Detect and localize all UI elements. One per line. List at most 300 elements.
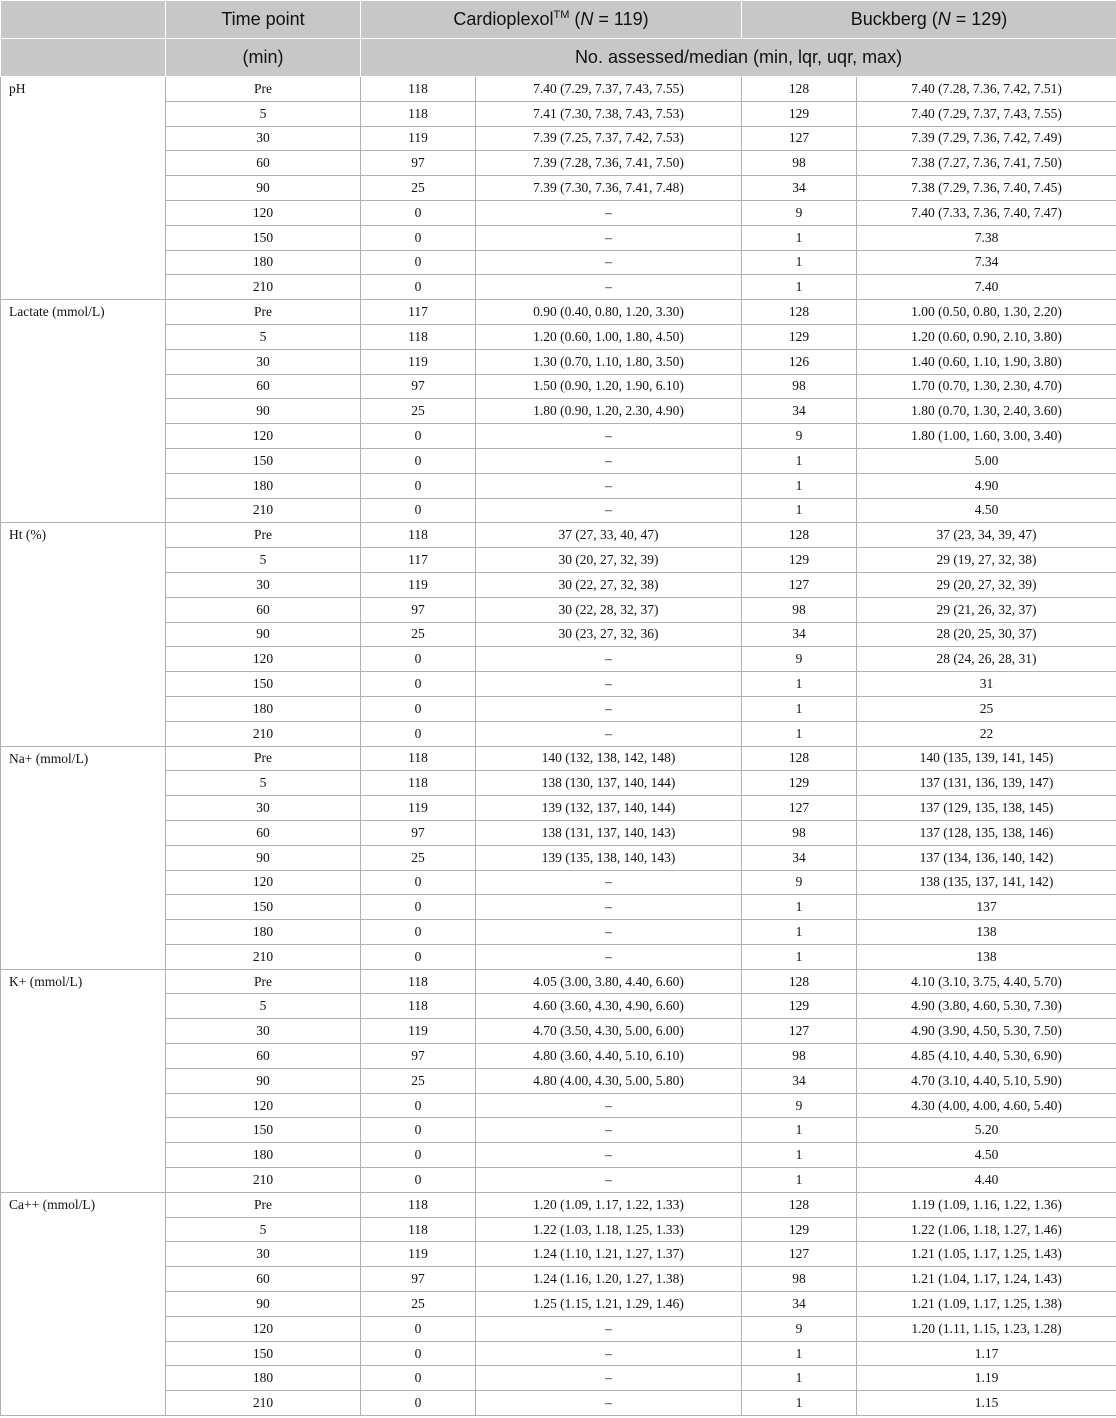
header-buckberg xyxy=(742,1,1116,39)
cardioplexol-count-cell: 117 xyxy=(361,300,476,325)
cardioplexol-median-cell: 1.20 (1.09, 1.17, 1.22, 1.33) xyxy=(476,1192,742,1217)
table-header xyxy=(1,1,1116,77)
cardioplexol-median-cell: – xyxy=(476,1391,742,1416)
cardioplexol-count-cell: 97 xyxy=(361,597,476,622)
buckberg-median-cell: 5.00 xyxy=(857,448,1116,473)
buckberg-median-cell: 138 (135, 137, 141, 142) xyxy=(857,870,1116,895)
time-point-cell: 30 xyxy=(166,349,361,374)
cardioplexol-count-cell: 119 xyxy=(361,1019,476,1044)
buckberg-median-cell: 1.20 (1.11, 1.15, 1.23, 1.28) xyxy=(857,1316,1116,1341)
time-point-cell: 210 xyxy=(166,721,361,746)
table-row xyxy=(1,1068,1116,1093)
cardioplexol-median-cell: – xyxy=(476,696,742,721)
buckberg-median-cell: 22 xyxy=(857,721,1116,746)
cardioplexol-count-cell: 118 xyxy=(361,771,476,796)
cardioplexol-median-cell: – xyxy=(476,920,742,945)
buckberg-median-cell: 4.10 (3.10, 3.75, 4.40, 5.70) xyxy=(857,969,1116,994)
time-point-cell: 150 xyxy=(166,895,361,920)
cardioplexol-n: (N = 119) xyxy=(574,9,649,29)
cardioplexol-count-cell: 119 xyxy=(361,349,476,374)
time-point-cell: 90 xyxy=(166,1292,361,1317)
cardioplexol-median-cell: 4.60 (3.60, 4.30, 4.90, 6.60) xyxy=(476,994,742,1019)
table-row xyxy=(1,1341,1116,1366)
time-point-cell: 60 xyxy=(166,597,361,622)
table-row xyxy=(1,473,1116,498)
time-point-cell: 30 xyxy=(166,1242,361,1267)
time-point-cell: 5 xyxy=(166,324,361,349)
cardioplexol-count-cell: 25 xyxy=(361,845,476,870)
buckberg-count-cell: 34 xyxy=(742,1068,857,1093)
cardioplexol-median-cell: 1.25 (1.15, 1.21, 1.29, 1.46) xyxy=(476,1292,742,1317)
buckberg-median-cell: 1.21 (1.09, 1.17, 1.25, 1.38) xyxy=(857,1292,1116,1317)
buckberg-count-cell: 129 xyxy=(742,994,857,1019)
buckberg-median-cell: 7.34 xyxy=(857,250,1116,275)
buckberg-count-cell: 9 xyxy=(742,870,857,895)
table-row xyxy=(1,498,1116,523)
buckberg-count-cell: 129 xyxy=(742,771,857,796)
table-row xyxy=(1,1267,1116,1292)
buckberg-median-cell: 1.70 (0.70, 1.30, 2.30, 4.70) xyxy=(857,374,1116,399)
time-point-cell: 5 xyxy=(166,1217,361,1242)
cardioplexol-count-cell: 118 xyxy=(361,969,476,994)
buckberg-count-cell: 1 xyxy=(742,1391,857,1416)
buckberg-n: (N = 129) xyxy=(931,9,1008,29)
table-row xyxy=(1,523,1116,548)
cardioplexol-count-cell: 119 xyxy=(361,1242,476,1267)
time-point-cell: 60 xyxy=(166,1044,361,1069)
cardioplexol-median-cell: 4.80 (3.60, 4.40, 5.10, 6.10) xyxy=(476,1044,742,1069)
table-row xyxy=(1,845,1116,870)
cardioplexol-median-cell: 37 (27, 33, 40, 47) xyxy=(476,523,742,548)
cardioplexol-median-cell: – xyxy=(476,870,742,895)
buckberg-count-cell: 98 xyxy=(742,151,857,176)
buckberg-median-cell: 7.40 xyxy=(857,275,1116,300)
table-row xyxy=(1,349,1116,374)
time-point-cell: 60 xyxy=(166,1267,361,1292)
header-cardioplexol xyxy=(361,1,742,39)
cardioplexol-count-cell: 0 xyxy=(361,448,476,473)
buckberg-median-cell: 31 xyxy=(857,672,1116,697)
cardioplexol-count-cell: 0 xyxy=(361,870,476,895)
time-point-cell: Pre xyxy=(166,523,361,548)
table-row xyxy=(1,548,1116,573)
table-row xyxy=(1,1168,1116,1193)
cardioplexol-median-cell: – xyxy=(476,1316,742,1341)
table-row xyxy=(1,126,1116,151)
buckberg-count-cell: 1 xyxy=(742,473,857,498)
time-point-cell: 30 xyxy=(166,126,361,151)
time-point-cell: 120 xyxy=(166,1093,361,1118)
header-unit: (min) xyxy=(166,39,361,77)
time-point-cell: 120 xyxy=(166,200,361,225)
cardioplexol-median-cell: 1.20 (0.60, 1.00, 1.80, 4.50) xyxy=(476,324,742,349)
time-point-cell: 5 xyxy=(166,548,361,573)
buckberg-count-cell: 128 xyxy=(742,746,857,771)
buckberg-count-cell: 127 xyxy=(742,572,857,597)
table-row xyxy=(1,1391,1116,1416)
buckberg-count-cell: 1 xyxy=(742,721,857,746)
cardioplexol-count-cell: 0 xyxy=(361,1093,476,1118)
table-row xyxy=(1,721,1116,746)
buckberg-count-cell: 1 xyxy=(742,1143,857,1168)
cardioplexol-count-cell: 0 xyxy=(361,920,476,945)
parameter-label: Ht (%) xyxy=(1,523,166,746)
cardioplexol-median-cell: 4.05 (3.00, 3.80, 4.40, 6.60) xyxy=(476,969,742,994)
buckberg-count-cell: 129 xyxy=(742,101,857,126)
cardioplexol-median-cell: 140 (132, 138, 142, 148) xyxy=(476,746,742,771)
buckberg-median-cell: 4.40 xyxy=(857,1168,1116,1193)
cardioplexol-median-cell: – xyxy=(476,448,742,473)
table-row xyxy=(1,1143,1116,1168)
table-row xyxy=(1,151,1116,176)
buckberg-count-cell: 128 xyxy=(742,77,857,102)
cardioplexol-count-cell: 119 xyxy=(361,572,476,597)
cardioplexol-count-cell: 0 xyxy=(361,1316,476,1341)
table-row xyxy=(1,1192,1116,1217)
cardioplexol-count-cell: 119 xyxy=(361,126,476,151)
table-row xyxy=(1,572,1116,597)
table-body xyxy=(1,77,1116,1416)
table-row xyxy=(1,969,1116,994)
header-subheader: No. assessed/median (min, lqr, uqr, max) xyxy=(361,39,1116,77)
time-point-cell: 210 xyxy=(166,275,361,300)
buckberg-median-cell: 4.90 (3.80, 4.60, 5.30, 7.30) xyxy=(857,994,1116,1019)
cardioplexol-median-cell: 0.90 (0.40, 0.80, 1.20, 3.30) xyxy=(476,300,742,325)
parameter-label: Lactate (mmol/L) xyxy=(1,300,166,523)
buckberg-count-cell: 98 xyxy=(742,597,857,622)
table-row xyxy=(1,746,1116,771)
cardioplexol-count-cell: 118 xyxy=(361,1217,476,1242)
table-row xyxy=(1,1366,1116,1391)
time-point-cell: 180 xyxy=(166,250,361,275)
time-point-cell: Pre xyxy=(166,77,361,102)
cardioplexol-count-cell: 118 xyxy=(361,101,476,126)
table-row xyxy=(1,1292,1116,1317)
table-row xyxy=(1,1316,1116,1341)
time-point-cell: 180 xyxy=(166,696,361,721)
buckberg-median-cell: 29 (20, 27, 32, 39) xyxy=(857,572,1116,597)
cardioplexol-median-cell: – xyxy=(476,473,742,498)
time-point-cell: 120 xyxy=(166,647,361,672)
buckberg-median-cell: 1.15 xyxy=(857,1391,1116,1416)
time-point-cell: 150 xyxy=(166,448,361,473)
cardioplexol-count-cell: 97 xyxy=(361,1267,476,1292)
cardioplexol-count-cell: 117 xyxy=(361,548,476,573)
header-time-point: Time point xyxy=(166,1,361,39)
cardioplexol-count-cell: 0 xyxy=(361,696,476,721)
table-row xyxy=(1,920,1116,945)
cardioplexol-median-cell: 138 (130, 137, 140, 144) xyxy=(476,771,742,796)
cardioplexol-count-cell: 0 xyxy=(361,721,476,746)
buckberg-count-cell: 1 xyxy=(742,250,857,275)
cardioplexol-median-cell: 30 (20, 27, 32, 39) xyxy=(476,548,742,573)
table-row xyxy=(1,1019,1116,1044)
cardioplexol-median-cell: – xyxy=(476,672,742,697)
cardioplexol-median-cell: 1.24 (1.16, 1.20, 1.27, 1.38) xyxy=(476,1267,742,1292)
cardioplexol-count-cell: 0 xyxy=(361,473,476,498)
cardioplexol-count-cell: 0 xyxy=(361,1168,476,1193)
cardioplexol-median-cell: – xyxy=(476,225,742,250)
table-row xyxy=(1,374,1116,399)
cardioplexol-count-cell: 97 xyxy=(361,151,476,176)
time-point-cell: 210 xyxy=(166,498,361,523)
time-point-cell: 90 xyxy=(166,622,361,647)
buckberg-median-cell: 138 xyxy=(857,944,1116,969)
buckberg-count-cell: 98 xyxy=(742,820,857,845)
table-row xyxy=(1,424,1116,449)
cardioplexol-count-cell: 0 xyxy=(361,647,476,672)
time-point-cell: 150 xyxy=(166,1341,361,1366)
buckberg-count-cell: 1 xyxy=(742,1366,857,1391)
buckberg-median-cell: 7.40 (7.29, 7.37, 7.43, 7.55) xyxy=(857,101,1116,126)
time-point-cell: Pre xyxy=(166,1192,361,1217)
table-row xyxy=(1,1044,1116,1069)
table-row xyxy=(1,225,1116,250)
time-point-cell: 90 xyxy=(166,1068,361,1093)
buckberg-count-cell: 9 xyxy=(742,200,857,225)
buckberg-count-cell: 129 xyxy=(742,324,857,349)
cardioplexol-median-cell: 7.41 (7.30, 7.38, 7.43, 7.53) xyxy=(476,101,742,126)
cardioplexol-count-cell: 0 xyxy=(361,1341,476,1366)
cardioplexol-median-cell: – xyxy=(476,250,742,275)
buckberg-count-cell: 127 xyxy=(742,796,857,821)
cardioplexol-median-cell: – xyxy=(476,200,742,225)
time-point-cell: 210 xyxy=(166,1168,361,1193)
cardioplexol-median-cell: 139 (132, 137, 140, 144) xyxy=(476,796,742,821)
parameter-label: Ca++ (mmol/L) xyxy=(1,1192,166,1415)
time-point-cell: 90 xyxy=(166,399,361,424)
cardioplexol-median-cell: 7.40 (7.29, 7.37, 7.43, 7.55) xyxy=(476,77,742,102)
cardioplexol-count-cell: 0 xyxy=(361,200,476,225)
parameter-label: pH xyxy=(1,77,166,300)
buckberg-count-cell: 9 xyxy=(742,1316,857,1341)
cardioplexol-median-cell: – xyxy=(476,1093,742,1118)
cardioplexol-count-cell: 0 xyxy=(361,1366,476,1391)
table-row xyxy=(1,994,1116,1019)
table-row xyxy=(1,696,1116,721)
buckberg-median-cell: 4.90 (3.90, 4.50, 5.30, 7.50) xyxy=(857,1019,1116,1044)
cardioplexol-median-cell: 1.80 (0.90, 1.20, 2.30, 4.90) xyxy=(476,399,742,424)
table-row xyxy=(1,399,1116,424)
cardioplexol-count-cell: 0 xyxy=(361,275,476,300)
table-row xyxy=(1,1118,1116,1143)
cardioplexol-name: Cardioplexol xyxy=(453,9,554,29)
buckberg-median-cell: 7.40 (7.33, 7.36, 7.40, 7.47) xyxy=(857,200,1116,225)
buckberg-count-cell: 1 xyxy=(742,1341,857,1366)
header-row-2 xyxy=(1,39,1116,77)
cardioplexol-median-cell: – xyxy=(476,721,742,746)
table-row xyxy=(1,1242,1116,1267)
buckberg-median-cell: 1.19 xyxy=(857,1366,1116,1391)
cardioplexol-median-cell: – xyxy=(476,895,742,920)
buckberg-count-cell: 1 xyxy=(742,275,857,300)
cardioplexol-median-cell: – xyxy=(476,944,742,969)
buckberg-median-cell: 29 (21, 26, 32, 37) xyxy=(857,597,1116,622)
time-point-cell: Pre xyxy=(166,969,361,994)
time-point-cell: 90 xyxy=(166,176,361,201)
table-row xyxy=(1,895,1116,920)
buckberg-median-cell: 5.20 xyxy=(857,1118,1116,1143)
time-point-cell: 5 xyxy=(166,771,361,796)
table-row xyxy=(1,1217,1116,1242)
buckberg-count-cell: 34 xyxy=(742,176,857,201)
table-row xyxy=(1,597,1116,622)
cardioplexol-median-cell: – xyxy=(476,1143,742,1168)
buckberg-count-cell: 9 xyxy=(742,1093,857,1118)
buckberg-median-cell: 7.39 (7.29, 7.36, 7.42, 7.49) xyxy=(857,126,1116,151)
buckberg-count-cell: 129 xyxy=(742,548,857,573)
time-point-cell: 60 xyxy=(166,374,361,399)
buckberg-median-cell: 29 (19, 27, 32, 38) xyxy=(857,548,1116,573)
table-row xyxy=(1,796,1116,821)
buckberg-count-cell: 34 xyxy=(742,399,857,424)
buckberg-median-cell: 1.21 (1.04, 1.17, 1.24, 1.43) xyxy=(857,1267,1116,1292)
cardioplexol-count-cell: 0 xyxy=(361,424,476,449)
buckberg-median-cell: 138 xyxy=(857,920,1116,945)
cardioplexol-count-cell: 0 xyxy=(361,498,476,523)
cardioplexol-count-cell: 0 xyxy=(361,944,476,969)
cardioplexol-count-cell: 118 xyxy=(361,523,476,548)
cardioplexol-trademark: TM xyxy=(553,9,570,21)
buckberg-median-cell: 4.50 xyxy=(857,498,1116,523)
buckberg-median-cell: 28 (20, 25, 30, 37) xyxy=(857,622,1116,647)
table-row xyxy=(1,324,1116,349)
cardioplexol-median-cell: – xyxy=(476,1341,742,1366)
table-row xyxy=(1,647,1116,672)
time-point-cell: 30 xyxy=(166,572,361,597)
time-point-cell: 30 xyxy=(166,796,361,821)
buckberg-median-cell: 25 xyxy=(857,696,1116,721)
buckberg-count-cell: 1 xyxy=(742,672,857,697)
buckberg-count-cell: 98 xyxy=(742,1044,857,1069)
buckberg-median-cell: 7.38 (7.27, 7.36, 7.41, 7.50) xyxy=(857,151,1116,176)
cardioplexol-median-cell: 138 (131, 137, 140, 143) xyxy=(476,820,742,845)
cardioplexol-count-cell: 0 xyxy=(361,1118,476,1143)
table-row xyxy=(1,101,1116,126)
buckberg-median-cell: 4.50 xyxy=(857,1143,1116,1168)
time-point-cell: 150 xyxy=(166,1118,361,1143)
table-row xyxy=(1,77,1116,102)
time-point-cell: Pre xyxy=(166,300,361,325)
table-row xyxy=(1,771,1116,796)
time-point-cell: 180 xyxy=(166,920,361,945)
buckberg-count-cell: 127 xyxy=(742,1242,857,1267)
cardioplexol-count-cell: 25 xyxy=(361,176,476,201)
cardioplexol-median-cell: – xyxy=(476,498,742,523)
table-row xyxy=(1,448,1116,473)
buckberg-median-cell: 1.80 (1.00, 1.60, 3.00, 3.40) xyxy=(857,424,1116,449)
cardioplexol-median-cell: – xyxy=(476,647,742,672)
cardioplexol-count-cell: 97 xyxy=(361,820,476,845)
cardioplexol-count-cell: 118 xyxy=(361,77,476,102)
buckberg-count-cell: 128 xyxy=(742,1192,857,1217)
cardioplexol-count-cell: 25 xyxy=(361,1292,476,1317)
cardioplexol-median-cell: 1.50 (0.90, 1.20, 1.90, 6.10) xyxy=(476,374,742,399)
buckberg-median-cell: 4.90 xyxy=(857,473,1116,498)
cardioplexol-median-cell: 30 (23, 27, 32, 36) xyxy=(476,622,742,647)
cardioplexol-median-cell: – xyxy=(476,424,742,449)
time-point-cell: 180 xyxy=(166,473,361,498)
buckberg-count-cell: 127 xyxy=(742,1019,857,1044)
table-row xyxy=(1,250,1116,275)
cardioplexol-median-cell: 1.30 (0.70, 1.10, 1.80, 3.50) xyxy=(476,349,742,374)
header-row-1 xyxy=(1,1,1116,39)
cardioplexol-count-cell: 118 xyxy=(361,746,476,771)
cardioplexol-count-cell: 97 xyxy=(361,1044,476,1069)
cardioplexol-count-cell: 25 xyxy=(361,622,476,647)
buckberg-median-cell: 140 (135, 139, 141, 145) xyxy=(857,746,1116,771)
buckberg-count-cell: 126 xyxy=(742,349,857,374)
time-point-cell: 180 xyxy=(166,1143,361,1168)
table-row xyxy=(1,176,1116,201)
cardioplexol-median-cell: 4.80 (4.00, 4.30, 5.00, 5.80) xyxy=(476,1068,742,1093)
buckberg-median-cell: 7.38 (7.29, 7.36, 7.40, 7.45) xyxy=(857,176,1116,201)
time-point-cell: 150 xyxy=(166,225,361,250)
buckberg-count-cell: 1 xyxy=(742,920,857,945)
buckberg-count-cell: 1 xyxy=(742,696,857,721)
table-row xyxy=(1,1093,1116,1118)
cardioplexol-count-cell: 0 xyxy=(361,250,476,275)
buckberg-median-cell: 4.70 (3.10, 4.40, 5.10, 5.90) xyxy=(857,1068,1116,1093)
cardioplexol-median-cell: 4.70 (3.50, 4.30, 5.00, 6.00) xyxy=(476,1019,742,1044)
parameter-label: Na+ (mmol/L) xyxy=(1,746,166,969)
cardioplexol-median-cell: 7.39 (7.28, 7.36, 7.41, 7.50) xyxy=(476,151,742,176)
buckberg-median-cell: 28 (24, 26, 28, 31) xyxy=(857,647,1116,672)
cardioplexol-median-cell: 30 (22, 27, 32, 38) xyxy=(476,572,742,597)
time-point-cell: 180 xyxy=(166,1366,361,1391)
buckberg-count-cell: 1 xyxy=(742,1118,857,1143)
buckberg-median-cell: 4.85 (4.10, 4.40, 5.30, 6.90) xyxy=(857,1044,1116,1069)
buckberg-count-cell: 98 xyxy=(742,1267,857,1292)
cardioplexol-median-cell: 1.22 (1.03, 1.18, 1.25, 1.33) xyxy=(476,1217,742,1242)
cardioplexol-count-cell: 0 xyxy=(361,1391,476,1416)
cardioplexol-median-cell: 7.39 (7.30, 7.36, 7.41, 7.48) xyxy=(476,176,742,201)
table-row xyxy=(1,200,1116,225)
cardioplexol-median-cell: 1.24 (1.10, 1.21, 1.27, 1.37) xyxy=(476,1242,742,1267)
time-point-cell: 30 xyxy=(166,1019,361,1044)
buckberg-count-cell: 128 xyxy=(742,969,857,994)
buckberg-count-cell: 1 xyxy=(742,225,857,250)
buckberg-median-cell: 1.22 (1.06, 1.18, 1.27, 1.46) xyxy=(857,1217,1116,1242)
cardioplexol-median-cell: – xyxy=(476,1168,742,1193)
cardioplexol-count-cell: 118 xyxy=(361,994,476,1019)
buckberg-count-cell: 98 xyxy=(742,374,857,399)
buckberg-name: Buckberg xyxy=(850,9,927,29)
time-point-cell: 210 xyxy=(166,1391,361,1416)
cardioplexol-count-cell: 25 xyxy=(361,1068,476,1093)
time-point-cell: 90 xyxy=(166,845,361,870)
buckberg-median-cell: 137 (129, 135, 138, 145) xyxy=(857,796,1116,821)
buckberg-median-cell: 1.19 (1.09, 1.16, 1.22, 1.36) xyxy=(857,1192,1116,1217)
table-row xyxy=(1,672,1116,697)
cardioplexol-count-cell: 97 xyxy=(361,374,476,399)
buckberg-median-cell: 7.38 xyxy=(857,225,1116,250)
cardioplexol-median-cell: 7.39 (7.25, 7.37, 7.42, 7.53) xyxy=(476,126,742,151)
buckberg-median-cell: 1.17 xyxy=(857,1341,1116,1366)
buckberg-count-cell: 1 xyxy=(742,895,857,920)
buckberg-median-cell: 1.21 (1.05, 1.17, 1.25, 1.43) xyxy=(857,1242,1116,1267)
cardioplexol-median-cell: – xyxy=(476,275,742,300)
buckberg-count-cell: 34 xyxy=(742,622,857,647)
parameter-label: K+ (mmol/L) xyxy=(1,969,166,1192)
table-row xyxy=(1,870,1116,895)
time-point-cell: 120 xyxy=(166,870,361,895)
table-row xyxy=(1,820,1116,845)
time-point-cell: 150 xyxy=(166,672,361,697)
cardioplexol-count-cell: 119 xyxy=(361,796,476,821)
table-row xyxy=(1,622,1116,647)
buckberg-median-cell: 1.80 (0.70, 1.30, 2.40, 3.60) xyxy=(857,399,1116,424)
